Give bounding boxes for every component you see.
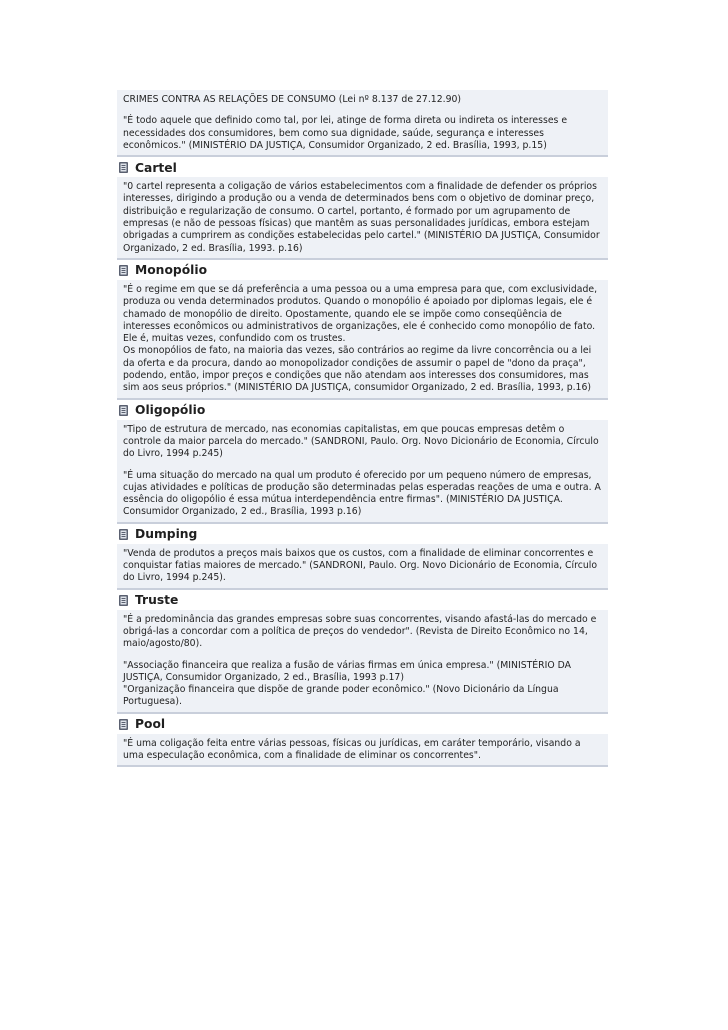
section-box-truste <box>117 610 608 714</box>
section-heading-label: Monopólio <box>135 263 208 278</box>
section-paragraph: "0 cartel representa a coligação de vários estabelecimentos com a finalidade de defender os próprios interesses, dirigindo a produção ou a venda de determinados bens com o objetivo de dominar preço, distribuição e regularização de consumo. O cartel, portanto, é formado por um agrupamento de empresas (e não de pessoas físicas) que mantêm as suas personalidades jurídicas, embora estejam obrigadas a cumprirem as condições estabelecidas pelo cartel." (MINISTÉRIO DA JUSTIÇA, Consumidor Organizado, 2 ed. Brasília, 1993. p.16) <box>123 181 600 254</box>
section-heading-oligopolio <box>117 402 608 419</box>
section-heading-pool <box>117 716 608 733</box>
section-heading-label: Oligopólio <box>135 403 206 418</box>
section-paragraph: "Associação financeira que realiza a fusão de várias firmas em única empresa." (MINISTÉRIO DA JUSTIÇA, Consumidor Organizado, 2 ed., Brasília, 1993 p.17) <box>123 659 572 683</box>
section-box-oligopolio <box>117 420 608 524</box>
section-paragraph: "Tipo de estrutura de mercado, nas economias capitalistas, em que poucas empresas detêm o controle da maior parcela do mercado." (SANDRONI, Paulo. Org. Novo Dicionário de Economia, Círculo do Livro, 1994 p.245) <box>123 423 599 460</box>
section-heading-label: Dumping <box>135 527 198 542</box>
section-paragraph: "É o regime em que se dá preferência a uma pessoa ou a uma empresa para que, com exclusividade, produza ou venda determinados produtos. Quando o monopólio é apoiado por diplomas legais, ele é chamado de monopólio de direito. Opostamente, quando ele se impõe como conseqüência de interesses econômicos ou administrativos de organizações, ele é conhecido como monopólio de fato. Ele é, muitas vezes, confundido com os trustes. <box>123 283 598 345</box>
section-heading-monopolio <box>117 262 608 279</box>
sections-list <box>117 159 608 767</box>
section-paragraph: "É uma situação do mercado na qual um produto é oferecido por um pequeno número de empresas, cujas atividades e políticas de produção são determinadas pelas esperadas reações de uma e outra. A essência do oligopólio é essa mútua interdependência entre firmas". (MINISTÉRIO DA JUSTIÇA. Consumidor Organizado, 2 ed., Brasília, 1993 p.16) <box>123 469 601 518</box>
document-page <box>117 90 608 767</box>
section-heading-dumping <box>117 526 608 543</box>
document-book-icon <box>118 264 130 277</box>
section-paragraph: "Venda de produtos a preços mais baixos que os custos, com a finalidade de eliminar concorrentes e conquistar fatias maiores de mercado." (SANDRONI, Paulo. Org. Novo Dicionário de Economia, Círculo do Livro, 1994 p.245). <box>123 547 598 584</box>
section-paragraph: Os monopólios de fato, na maioria das vezes, são contrários ao regime da livre concorrência ou a lei da oferta e da procura, dando ao monopolizador condições de assumir o papel de "dono da praça", podendo, então, impor preços e condições que não atendam aos interesses dos consumidores, mas sim aos seus próprios." (MINISTÉRIO DA JUSTIÇA, consumidor Organizado, 2 ed. Brasília, 1993, p.16) <box>123 345 592 394</box>
document-book-icon <box>118 594 130 607</box>
intro-title: CRIMES CONTRA AS RELAÇÕES DE CONSUMO (Lei nº 8.137 de 27.12.90) <box>123 94 462 105</box>
section-heading-cartel <box>117 159 608 176</box>
section-heading-label: Pool <box>135 717 166 732</box>
section-paragraph: "Organização financeira que dispõe de grande poder econômico." (Novo Dicionário da Língua Portuguesa). <box>123 684 559 708</box>
document-book-icon <box>118 161 130 174</box>
document-book-icon <box>118 528 130 541</box>
section-paragraph: "É a predominância das grandes empresas sobre suas concorrentes, visando afastá-las do mercado e obrigá-las a concordar com a política de preços do vendedor". (Revista de Direito Econômico no 14, maio/agosto/80). <box>123 613 597 650</box>
section-box-dumping <box>117 544 608 590</box>
intro-box <box>117 90 608 157</box>
intro-text: "É todo aquele que definido como tal, por lei, atinge de forma direta ou indireta os interesses e necessidades dos consumidores, bem como sua dignidade, saúde, segurança e interesses econômicos." (MINISTÉRIO DA JUSTIÇA, Consumidor Organizado, 2 ed. Brasília, 1993, p.15) <box>123 115 568 151</box>
section-heading-truste <box>117 592 608 609</box>
section-paragraph: "É uma coligação feita entre várias pessoas, físicas ou jurídicas, em caráter temporário, visando a uma especulação econômica, com a finalidade de eliminar os concorrentes". <box>123 737 581 761</box>
document-book-icon <box>118 718 130 731</box>
section-box-cartel <box>117 177 608 260</box>
section-heading-label: Cartel <box>135 160 177 175</box>
section-box-pool <box>117 734 608 768</box>
section-heading-label: Truste <box>135 593 179 608</box>
document-book-icon <box>118 404 130 417</box>
section-box-monopolio <box>117 280 608 400</box>
